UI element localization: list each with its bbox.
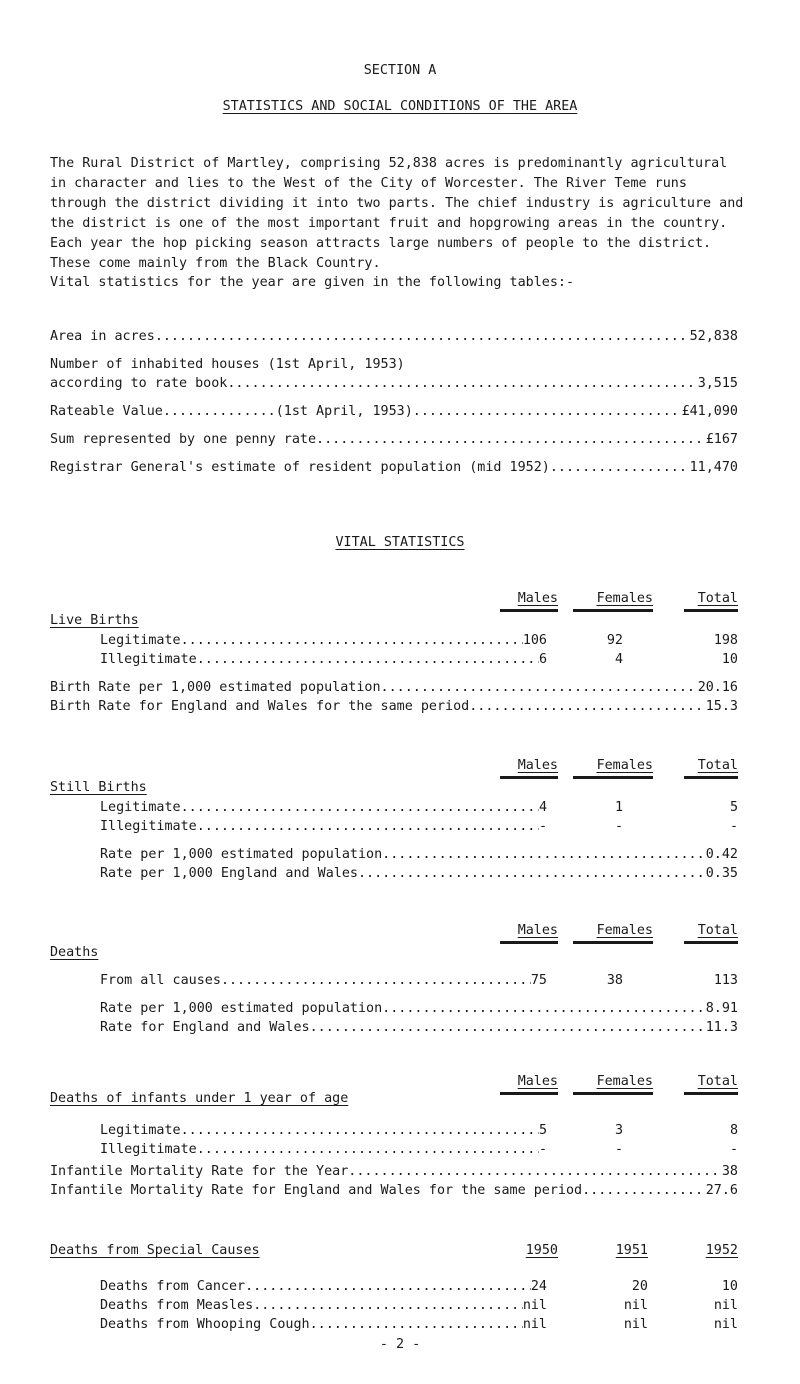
rateable-label: Rateable Value..............(1st April, 1953): [50, 404, 413, 419]
still-col-males: Males: [517, 758, 558, 773]
infants-legit-males: 5: [538, 1123, 547, 1138]
deaths-eng-value: 11.3: [705, 1020, 738, 1035]
still-col-total: Total: [697, 758, 738, 773]
live-rule-males: [500, 609, 558, 612]
infants-legit-row: [100, 1122, 547, 1142]
still-illegit-total: -: [729, 819, 738, 834]
deaths-rate-label: Rate per 1,000 estimated population: [100, 1001, 383, 1016]
live-rule-females: [573, 609, 653, 612]
intro-paragraph: The Rural District of Martley, comprising 52,838 acres is predominantly agricultural in character and lies to the West of the City of Worcester. The River Teme runs through the district dividing it into two parts. The chief industry is agriculture and the district is one of the most important fruit and hopgrowing areas in the country. Each year the hop picking season attracts large numbers of people to the district. These come mainly from the Black Country.: [50, 156, 744, 271]
infants-eng-label: Infantile Mortality Rate for England and Wales for the same period: [50, 1183, 583, 1198]
penny-row: [50, 431, 738, 451]
still-rate-label: Rate per 1,000 estimated population: [100, 847, 383, 862]
page-heading: STATISTICS AND SOCIAL CONDITIONS OF THE AREA: [222, 99, 578, 114]
special-title: Deaths from Special Causes: [50, 1243, 260, 1258]
houses-label-2: according to rate book: [50, 376, 228, 391]
still-col-females: Females: [596, 758, 653, 773]
infants-illegit-females: -: [614, 1142, 623, 1157]
infants-col-total: Total: [697, 1074, 738, 1089]
deaths-all-label: From all causes: [100, 973, 221, 988]
still-eng-value: 0.35: [705, 866, 738, 881]
deaths-col-total: Total: [697, 923, 738, 938]
special-year-1950: 1950: [525, 1243, 558, 1258]
infants-eng-row: [50, 1182, 738, 1202]
infants-title: Deaths of infants under 1 year of age: [50, 1091, 349, 1106]
page-number: - 2 -: [379, 1337, 421, 1352]
live-legit-total: 198: [713, 633, 738, 648]
deaths-all-males: 75: [530, 973, 547, 988]
population-value: 11,470: [689, 460, 738, 475]
special-measles-1952: nil: [713, 1298, 738, 1313]
still-illegit-males: -: [538, 819, 547, 834]
deaths-all-total: 113: [713, 973, 738, 988]
still-illegit-females: -: [614, 819, 623, 834]
still-eng-row: [100, 865, 738, 885]
special-measles-1951: nil: [623, 1298, 648, 1313]
live-eng-label: Birth Rate for England and Wales for the same period: [50, 699, 470, 714]
still-legit-total: 5: [729, 800, 738, 815]
area-label: Area in acres: [50, 329, 155, 344]
infants-col-males: Males: [517, 1074, 558, 1089]
special-year-1952: 1952: [705, 1243, 738, 1258]
special-whooping-row: [100, 1316, 547, 1336]
infants-rate-value: 38: [721, 1164, 738, 1179]
special-year-1951: 1951: [615, 1243, 648, 1258]
still-illegit-label: Illegitimate: [100, 819, 197, 834]
live-eng-row: [50, 698, 738, 718]
infants-rate-label: Infantile Mortality Rate for the Year: [50, 1164, 349, 1179]
rateable-value: £41,090: [681, 404, 738, 419]
live-col-total: Total: [697, 591, 738, 606]
penny-label: Sum represented by one penny rate: [50, 432, 317, 447]
infants-illegit-label: Illegitimate: [100, 1142, 197, 1157]
special-cancer-1952: 10: [721, 1279, 738, 1294]
houses-row: [50, 375, 738, 395]
section-label: SECTION A: [363, 63, 437, 78]
live-legit-males: 106: [522, 633, 547, 648]
infants-rate-row: [50, 1163, 738, 1183]
infants-legit-total: 8: [729, 1123, 738, 1138]
still-illegit-row: [100, 818, 547, 838]
special-cancer-row: [100, 1278, 547, 1298]
still-rule-total: [684, 776, 738, 779]
special-whooping-1950: nil: [522, 1317, 547, 1332]
special-whooping-label: Deaths from Whooping Cough: [100, 1317, 310, 1332]
live-col-males: Males: [517, 591, 558, 606]
live-illegit-row: [100, 651, 547, 671]
live-legit-row: [100, 632, 547, 652]
deaths-rule-males: [500, 941, 558, 944]
infants-rule-females: [573, 1092, 653, 1095]
special-whooping-1951: nil: [623, 1317, 648, 1332]
houses-value: 3,515: [697, 376, 738, 391]
deaths-rule-total: [684, 941, 738, 944]
infants-rule-males: [500, 1092, 558, 1095]
still-legit-label: Legitimate: [100, 800, 181, 815]
infants-col-females: Females: [596, 1074, 653, 1089]
live-legit-label: Legitimate: [100, 633, 181, 648]
deaths-rate-row: [100, 1000, 738, 1020]
special-measles-1950: nil: [522, 1298, 547, 1313]
deaths-rule-females: [573, 941, 653, 944]
deaths-rate-value: 8.91: [705, 1001, 738, 1016]
still-rate-value: 0.42: [705, 847, 738, 862]
still-legit-males: 4: [538, 800, 547, 815]
infants-illegit-males: -: [538, 1142, 547, 1157]
still-eng-label: Rate per 1,000 England and Wales: [100, 866, 358, 881]
special-cancer-1951: 20: [631, 1279, 648, 1294]
still-rule-females: [573, 776, 653, 779]
live-rate-row: [50, 679, 738, 699]
deaths-eng-row: [100, 1019, 738, 1039]
infants-legit-females: 3: [614, 1123, 623, 1138]
live-legit-females: 92: [606, 633, 623, 648]
live-illegit-females: 4: [614, 652, 623, 667]
vital-statistics-title: VITAL STATISTICS: [335, 535, 465, 550]
live-illegit-total: 10: [721, 652, 738, 667]
still-births-title: Still Births: [50, 780, 147, 795]
houses-label-1: Number of inhabited houses (1st April, 1953): [50, 357, 405, 372]
population-label: Registrar General's estimate of resident population (mid 1952): [50, 460, 550, 475]
infants-legit-label: Legitimate: [100, 1123, 181, 1138]
area-row: [50, 328, 738, 348]
still-legit-row: [100, 799, 547, 819]
rateable-row: [50, 403, 738, 423]
live-rate-label: Birth Rate per 1,000 estimated population: [50, 680, 381, 695]
still-legit-females: 1: [614, 800, 623, 815]
deaths-title: Deaths: [50, 945, 99, 960]
live-eng-value: 15.3: [705, 699, 738, 714]
penny-value: £167: [705, 432, 738, 447]
live-illegit-males: 6: [538, 652, 547, 667]
deaths-col-males: Males: [517, 923, 558, 938]
vital-intro: Vital statistics for the year are given in the following tables:-: [50, 275, 575, 290]
special-cancer-1950: 24: [530, 1279, 547, 1294]
area-value: 52,838: [689, 329, 738, 344]
deaths-all-row: [100, 972, 547, 992]
infants-rule-total: [684, 1092, 738, 1095]
live-illegit-label: Illegitimate: [100, 652, 197, 667]
special-whooping-1952: nil: [713, 1317, 738, 1332]
live-births-title: Live Births: [50, 613, 139, 628]
live-rule-total: [684, 609, 738, 612]
special-measles-label: Deaths from Measles: [100, 1298, 254, 1313]
live-rate-value: 20.16: [697, 680, 738, 695]
deaths-eng-label: Rate for England and Wales: [100, 1020, 310, 1035]
deaths-all-females: 38: [606, 973, 623, 988]
live-col-females: Females: [596, 591, 653, 606]
still-rate-row: [100, 846, 738, 866]
deaths-col-females: Females: [596, 923, 653, 938]
infants-illegit-total: -: [729, 1142, 738, 1157]
infants-illegit-row: [100, 1141, 547, 1161]
infants-eng-value: 27.6: [705, 1183, 738, 1198]
special-measles-row: [100, 1297, 547, 1317]
population-row: [50, 459, 738, 479]
still-rule-males: [500, 776, 558, 779]
special-cancer-label: Deaths from Cancer: [100, 1279, 246, 1294]
